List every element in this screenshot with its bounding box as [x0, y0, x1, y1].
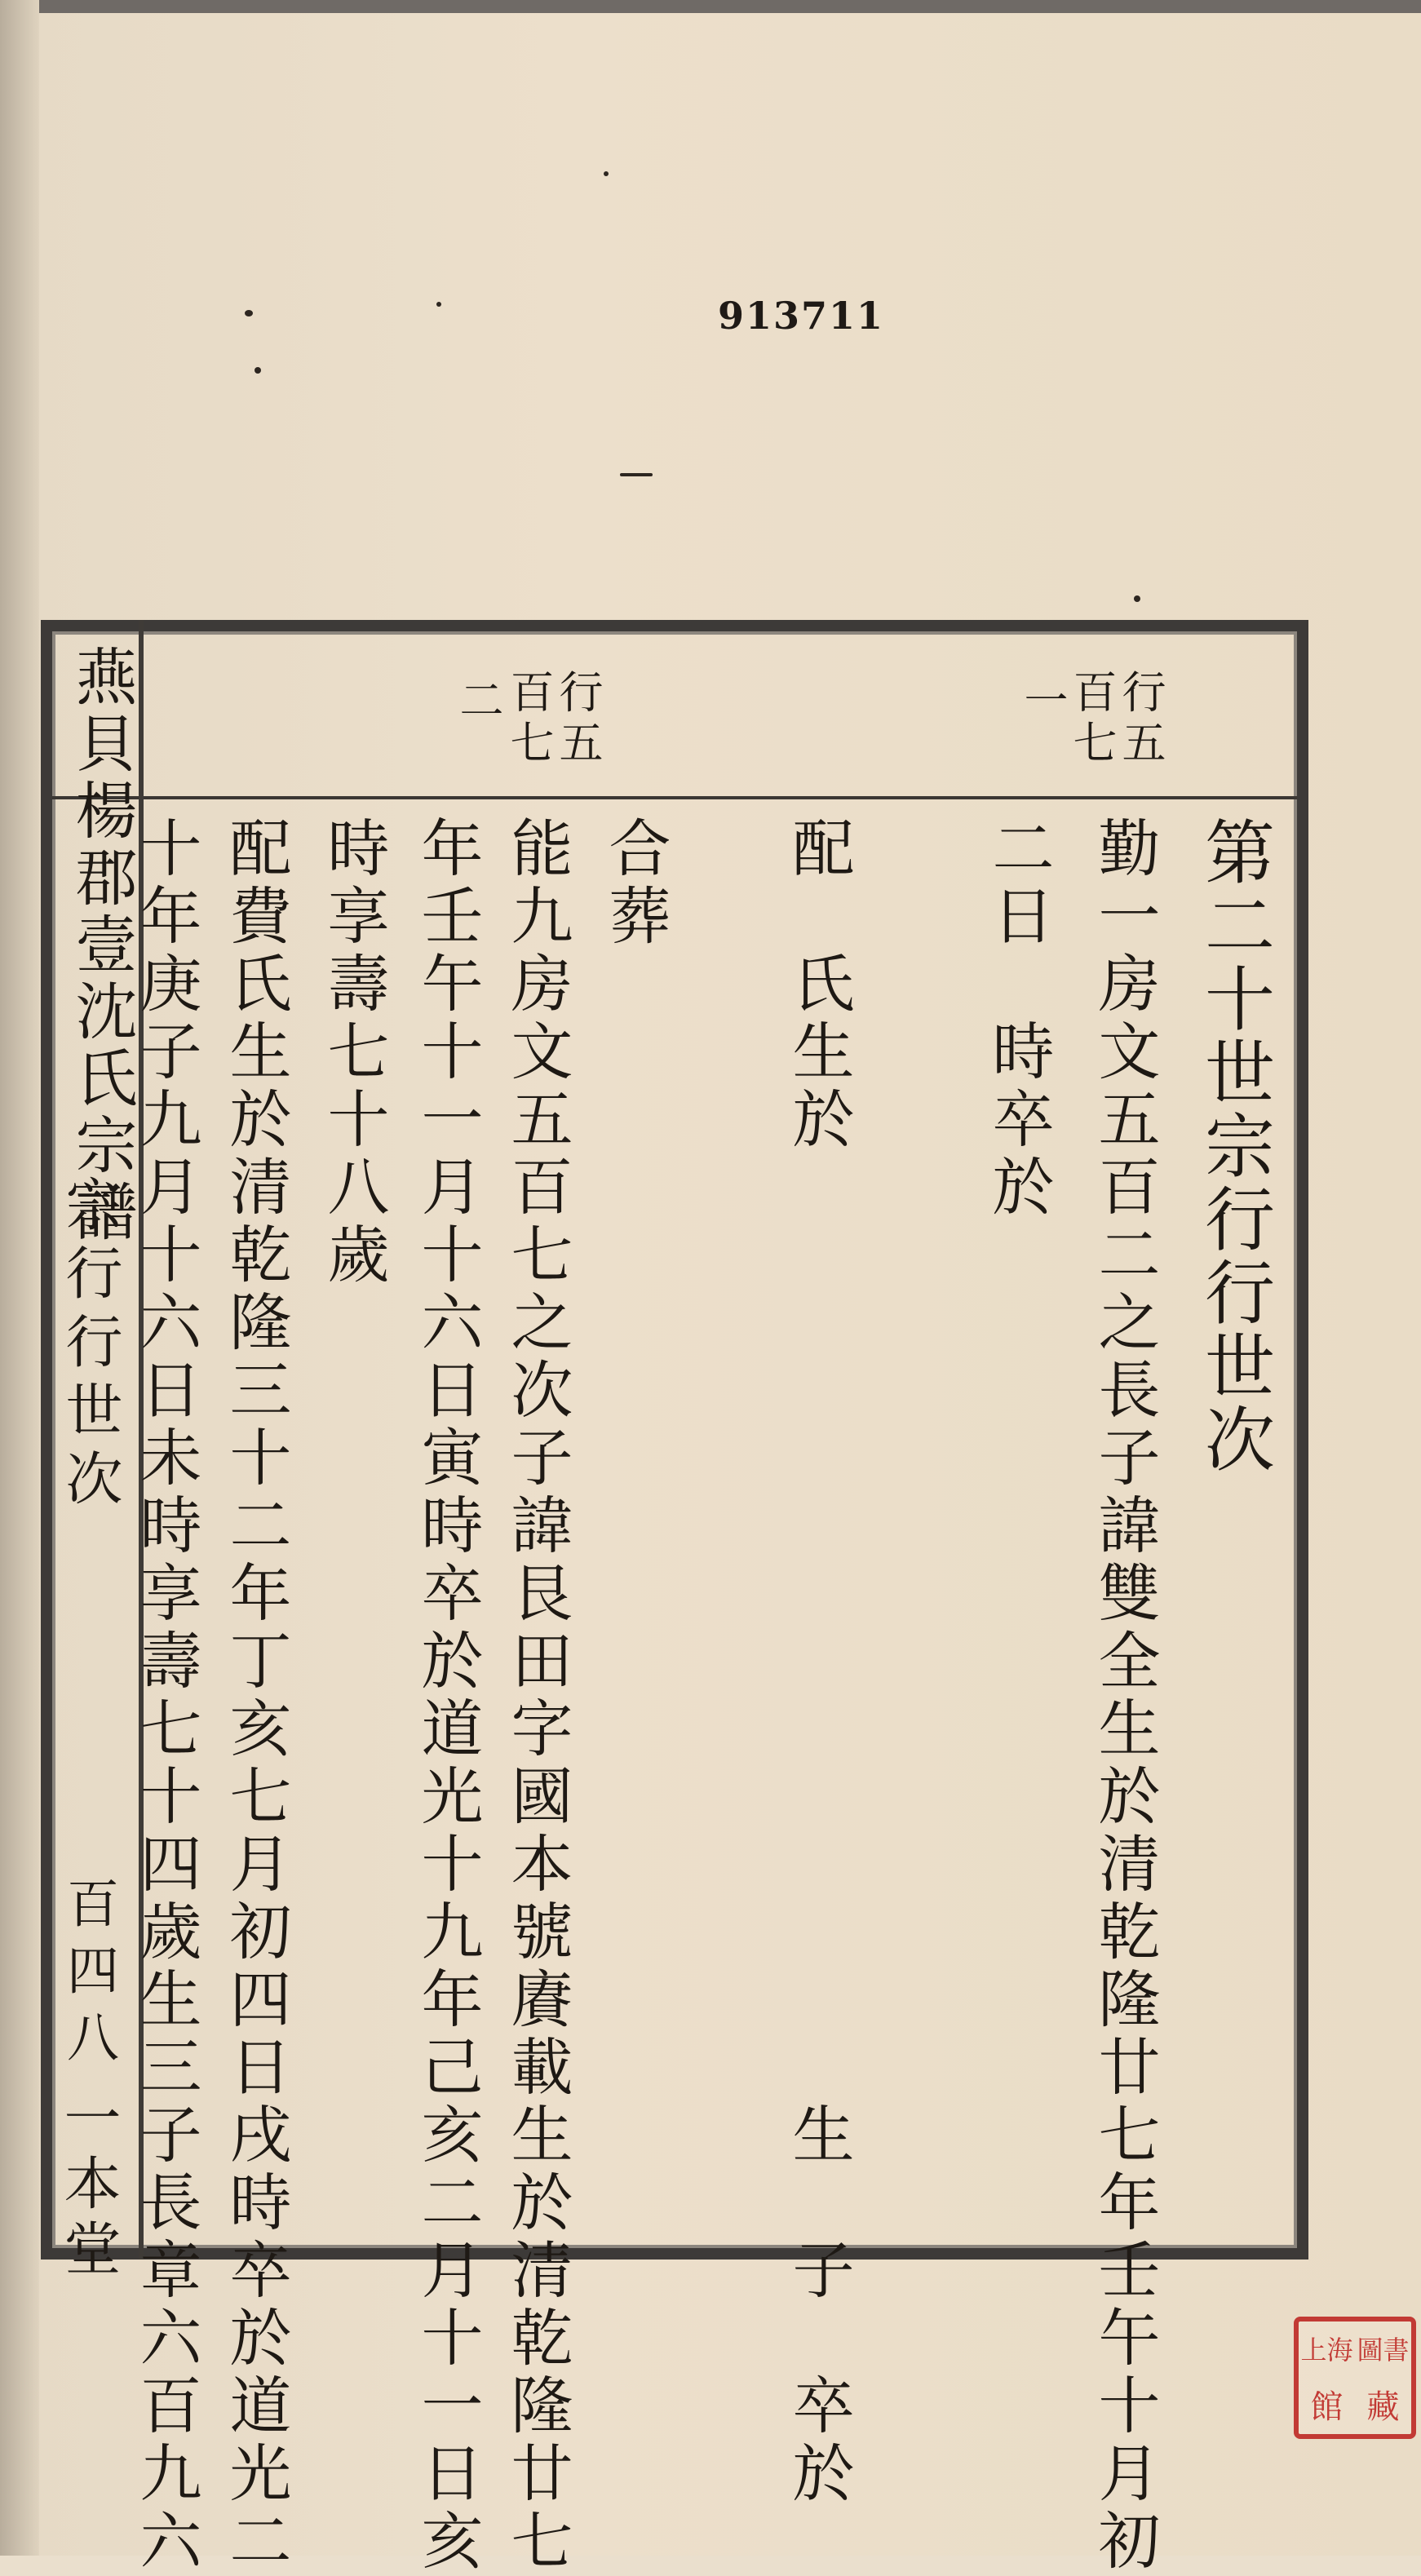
paper-speck [436, 302, 441, 307]
spine-section: 宗行行世次 [56, 1175, 123, 1517]
text-column-5: 合葬 [599, 816, 671, 951]
text-column-7: 年壬午十一月十六日寅時卒於道光十九年己亥二月十一日亥 [411, 816, 484, 2576]
paper-speck [245, 310, 253, 316]
paper-speck [604, 171, 609, 176]
header-hang-1: 行五 [1115, 669, 1166, 770]
seal-char: 圖書 [1357, 2335, 1410, 2366]
text-column-6: 能九房文五百七之次子諱艮田字國本號賡載生於清乾隆廿七 [501, 816, 573, 2576]
text-column-4: 配 氏生於 生 子 卒於 [782, 816, 855, 2508]
paper-speck [620, 473, 653, 476]
text-column-3: 二日 時卒於 [982, 816, 1055, 1222]
text-column-2: 勤一房文五百二之長子諱雙全生於清乾隆廿七年壬午十月初 [1088, 816, 1161, 2576]
header-bai-2: 百七 [503, 669, 555, 770]
header-divider-line [52, 796, 1297, 799]
section-heading: 第二十世宗行行世次 [1193, 816, 1274, 1476]
bleed-through-text [865, 848, 947, 1175]
header-num-1: 一 [1017, 677, 1069, 728]
paper-speck [1134, 595, 1140, 602]
seal-char: 館 [1310, 2388, 1344, 2426]
spine-hall-name: 一本堂 [55, 2088, 122, 2284]
catalog-number: 913711 [718, 294, 885, 338]
header-bai-1: 百七 [1066, 669, 1118, 770]
text-column-10: 十年庚子九月十六日未時享壽七十四歲生三子長章六百九六 [130, 816, 202, 2576]
library-seal [1294, 2317, 1416, 2439]
text-column-9: 配費氏生於清乾隆三十二年丁亥七月初四日戌時卒於道光二 [219, 816, 292, 2576]
page-left-edge [0, 0, 39, 2556]
paper-speck [255, 367, 261, 374]
text-column-8: 時享壽七十八歲 [317, 816, 390, 1290]
header-hang-2: 行五 [552, 669, 604, 770]
seal-char: 藏 [1366, 2388, 1400, 2426]
page-top-edge [0, 0, 1421, 13]
seal-char: 上海 [1300, 2335, 1353, 2366]
header-num-2: 二 [453, 677, 504, 728]
spine-title: 燕貝楊郡壹沈氏宗譜 [65, 644, 138, 1246]
spine-page-number: 百四八 [58, 1876, 118, 2077]
